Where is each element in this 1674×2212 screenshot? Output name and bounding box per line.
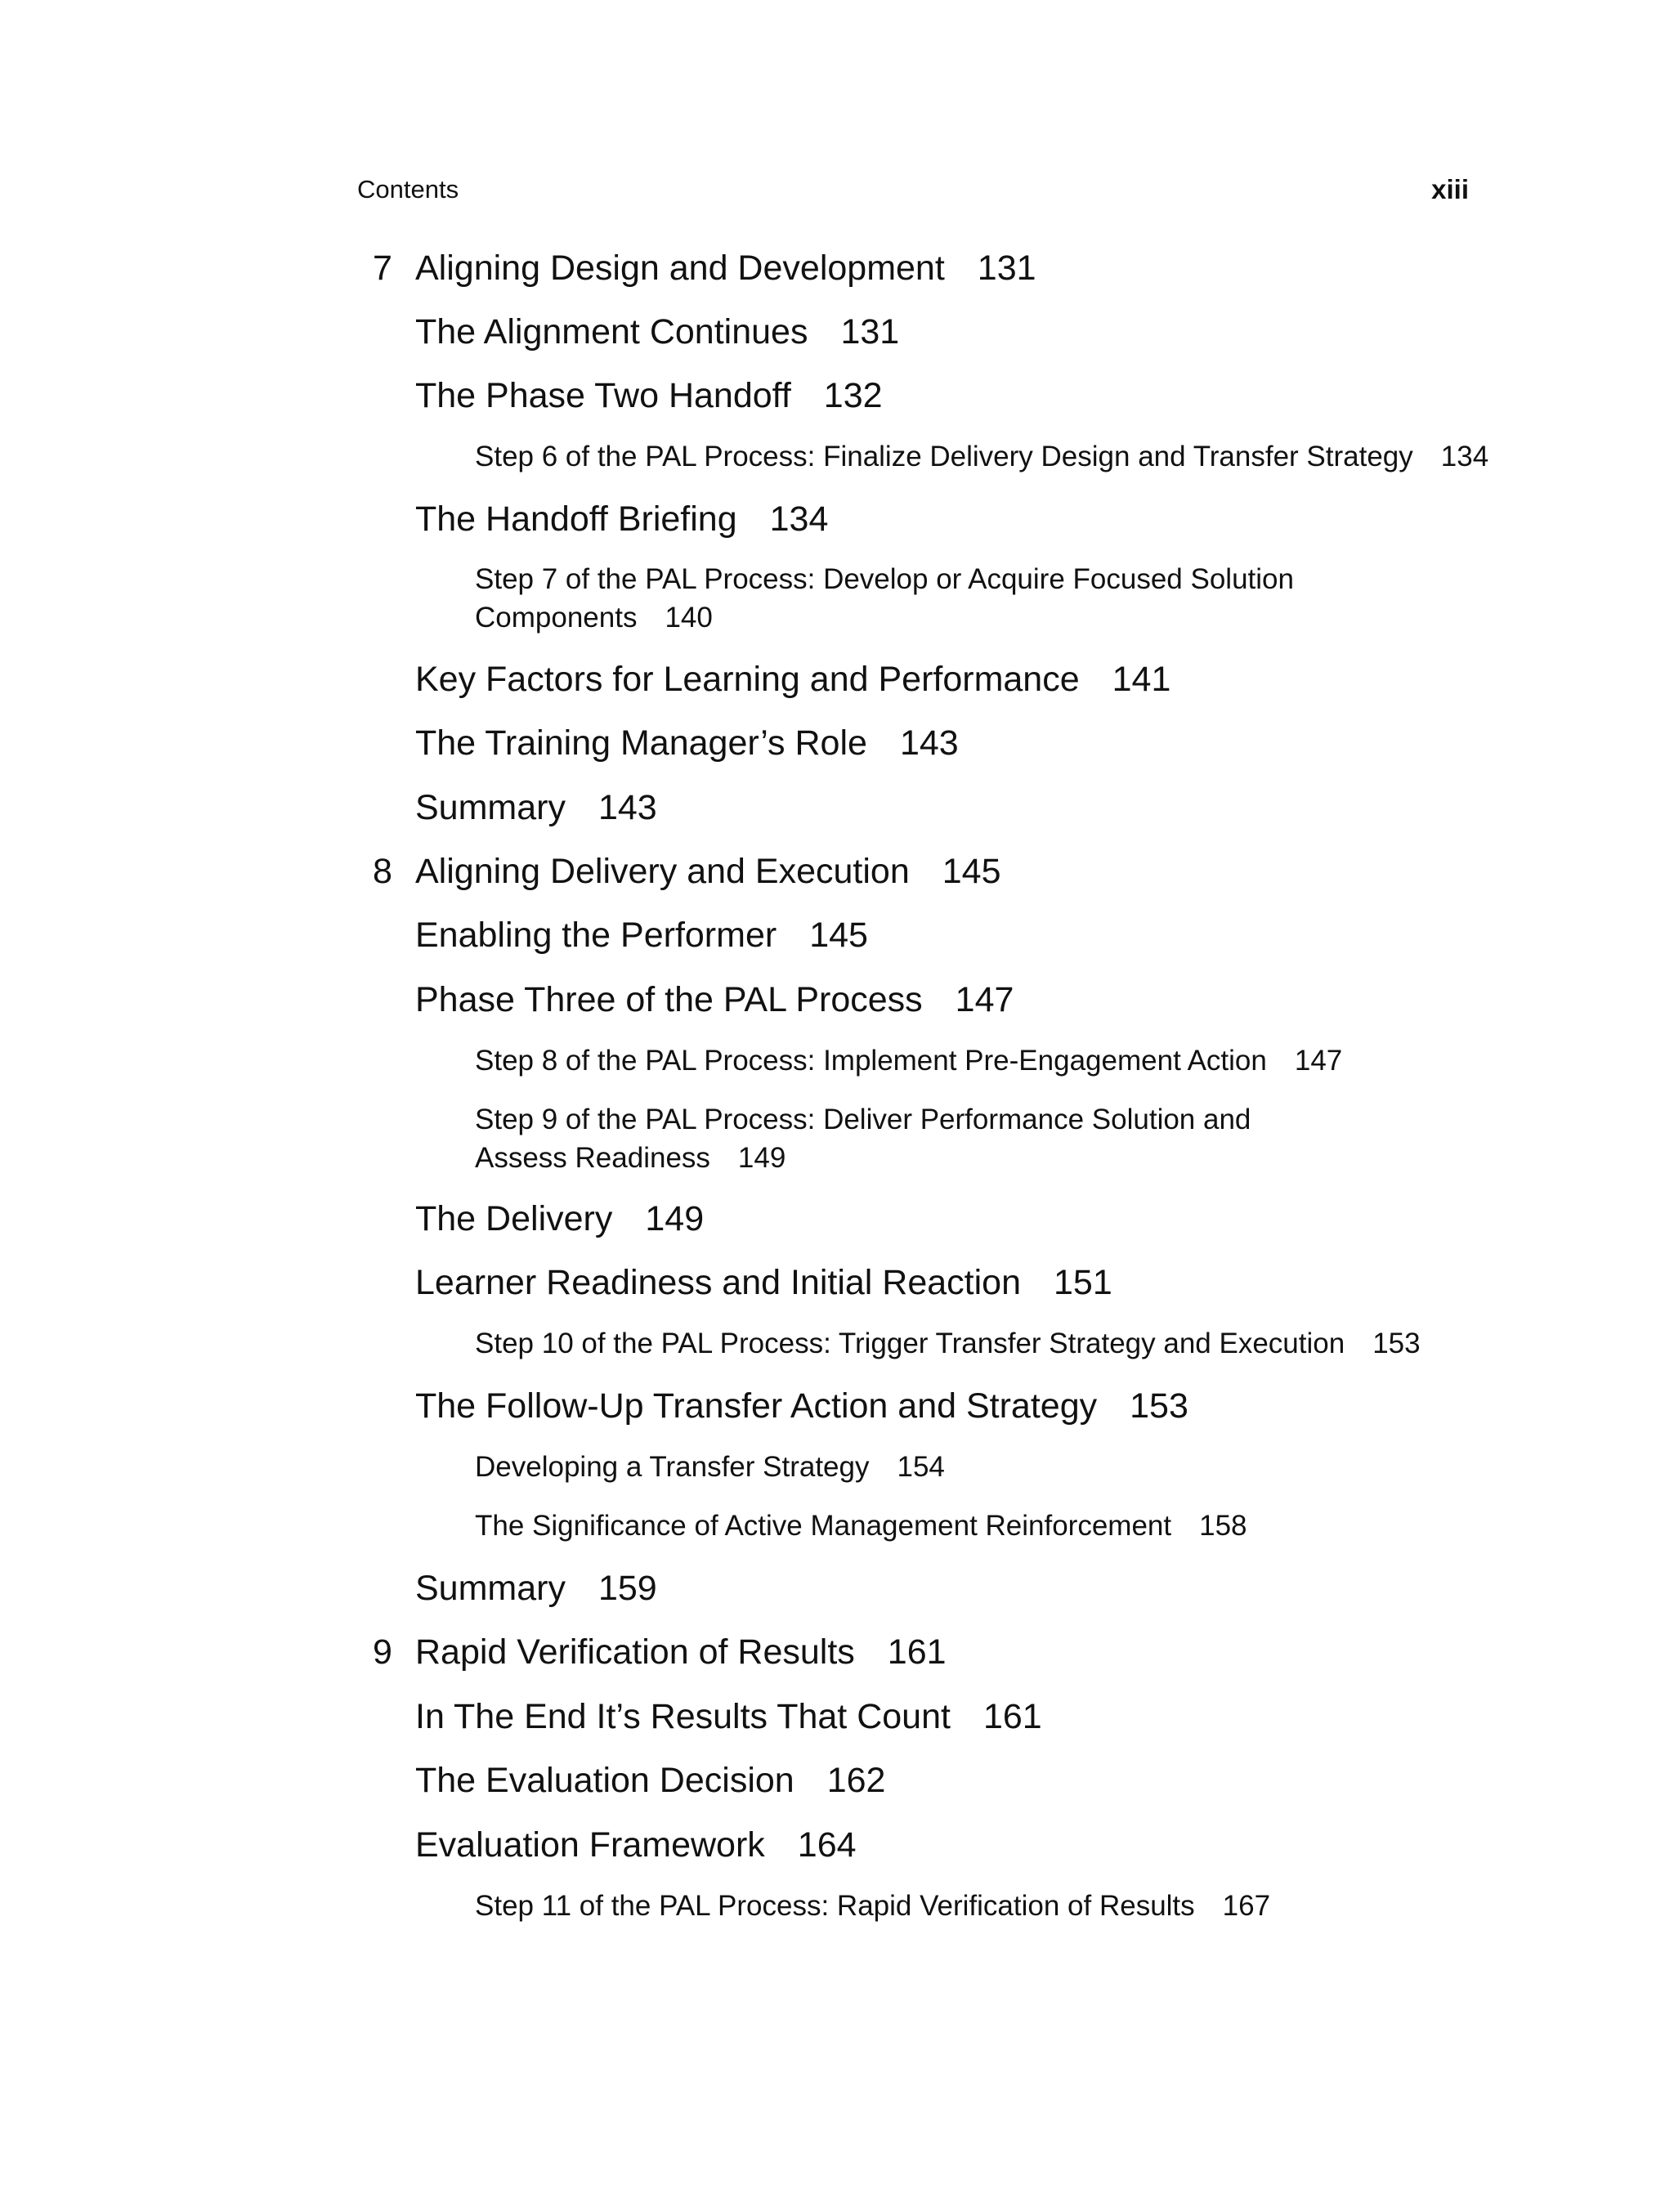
toc-title-continued: Components xyxy=(475,602,638,634)
toc-page-number: 164 xyxy=(797,1825,857,1865)
toc-page-number: 143 xyxy=(899,723,959,763)
toc-title: Summary xyxy=(415,788,566,827)
toc-page-number: 131 xyxy=(840,312,900,352)
toc-page-number: 149 xyxy=(737,1142,786,1174)
toc-subsection[interactable] xyxy=(475,1041,1342,1080)
toc-title-continued: Assess Readiness xyxy=(475,1142,710,1174)
toc-title: Evaluation Framework xyxy=(415,1825,765,1865)
running-head: Contents xyxy=(357,175,459,204)
toc-section[interactable] xyxy=(415,496,828,542)
toc-section[interactable] xyxy=(415,373,883,419)
toc-title: The Training Manager’s Role xyxy=(415,723,867,763)
toc-title: Phase Three of the PAL Process xyxy=(415,980,923,1019)
toc-page-number: 143 xyxy=(598,788,657,827)
chapter-number: 7 xyxy=(373,249,392,288)
toc-page-number: 153 xyxy=(1130,1386,1188,1426)
toc-title: Step 7 of the PAL Process: Develop or Acquire Focused Solution xyxy=(475,563,1294,595)
toc-title: Step 9 of the PAL Process: Deliver Performance Solution and xyxy=(475,1104,1251,1135)
toc-subsection[interactable] xyxy=(475,1448,945,1486)
toc-page-number: 132 xyxy=(823,376,883,415)
toc-page-number: 151 xyxy=(1054,1263,1112,1302)
toc-section[interactable] xyxy=(415,656,1170,702)
toc-page-number: 167 xyxy=(1222,1890,1271,1922)
toc-section[interactable] xyxy=(415,309,899,355)
toc-page-number: 162 xyxy=(826,1761,886,1800)
toc-page-number: 161 xyxy=(982,1697,1042,1736)
toc-title: Step 6 of the PAL Process: Finalize Delivery Design and Transfer Strategy xyxy=(475,441,1413,472)
chapter-number: 8 xyxy=(373,852,392,891)
toc-section[interactable] xyxy=(415,1260,1112,1305)
toc-page-number: 140 xyxy=(665,602,713,634)
toc-subsection[interactable] xyxy=(475,1887,1270,1925)
toc-section[interactable] xyxy=(415,1565,657,1611)
toc-title: The Alignment Continues xyxy=(415,312,808,352)
toc-page-number: 161 xyxy=(887,1632,947,1672)
toc-subsection[interactable] xyxy=(475,1324,1421,1363)
toc-page-number: 153 xyxy=(1372,1328,1421,1359)
page-number: xiii xyxy=(1431,174,1469,204)
toc-chapter-8[interactable] xyxy=(373,849,1001,894)
toc-title: The Follow-Up Transfer Action and Strategy xyxy=(415,1386,1098,1426)
toc-chapter-7[interactable] xyxy=(373,245,1036,291)
toc-page-number: 131 xyxy=(977,249,1036,288)
toc-page-number: 147 xyxy=(955,980,1014,1019)
toc-section[interactable] xyxy=(415,977,1014,1023)
toc-title: The Delivery xyxy=(415,1199,613,1238)
toc-title: The Evaluation Decision xyxy=(415,1761,794,1800)
toc-section[interactable] xyxy=(415,1758,885,1803)
toc-subsection[interactable] xyxy=(475,1100,1251,1177)
toc-title: Step 11 of the PAL Process: Rapid Verification of Results xyxy=(475,1890,1195,1922)
toc-section[interactable] xyxy=(415,1694,1042,1740)
toc-page-number: 134 xyxy=(769,499,829,539)
toc-page-number: 147 xyxy=(1294,1045,1343,1077)
toc-title: Aligning Design and Development xyxy=(415,249,945,288)
toc-title: Developing a Transfer Strategy xyxy=(475,1451,870,1483)
toc-title: The Handoff Briefing xyxy=(415,499,737,539)
toc-subsection[interactable] xyxy=(475,560,1294,637)
toc-section[interactable] xyxy=(415,1196,704,1242)
toc-section[interactable] xyxy=(415,1822,857,1868)
toc-title: The Significance of Active Management Reinforcement xyxy=(475,1510,1172,1542)
toc-page-number: 134 xyxy=(1440,441,1489,472)
chapter-number: 9 xyxy=(373,1632,392,1672)
toc-title: Aligning Delivery and Execution xyxy=(415,852,910,891)
toc-title: Key Factors for Learning and Performance xyxy=(415,660,1080,699)
toc-title: The Phase Two Handoff xyxy=(415,376,791,415)
toc-title: Rapid Verification of Results xyxy=(415,1632,855,1672)
toc-subsection[interactable] xyxy=(475,437,1488,476)
toc-title: Learner Readiness and Initial Reaction xyxy=(415,1263,1022,1302)
toc-title: Enabling the Performer xyxy=(415,916,777,955)
toc-section[interactable] xyxy=(415,785,657,831)
toc-chapter-9[interactable] xyxy=(373,1629,947,1675)
toc-page-number: 149 xyxy=(645,1199,705,1238)
toc-section[interactable] xyxy=(415,1383,1188,1429)
toc-title: In The End It’s Results That Count xyxy=(415,1697,951,1736)
toc-page-number: 154 xyxy=(897,1451,945,1483)
toc-section[interactable] xyxy=(415,912,868,958)
toc-page-number: 141 xyxy=(1112,660,1171,699)
toc-title: Step 8 of the PAL Process: Implement Pre-Engagement Action xyxy=(475,1045,1267,1077)
toc-page-number: 158 xyxy=(1199,1510,1247,1542)
toc-title: Summary xyxy=(415,1569,566,1608)
toc-page-number: 145 xyxy=(942,852,1001,891)
toc-page-number: 145 xyxy=(809,916,868,955)
toc-page-number: 159 xyxy=(598,1569,657,1608)
toc-section[interactable] xyxy=(415,720,959,766)
toc-title: Step 10 of the PAL Process: Trigger Transfer Strategy and Execution xyxy=(475,1328,1345,1359)
toc-subsection[interactable] xyxy=(475,1507,1247,1545)
